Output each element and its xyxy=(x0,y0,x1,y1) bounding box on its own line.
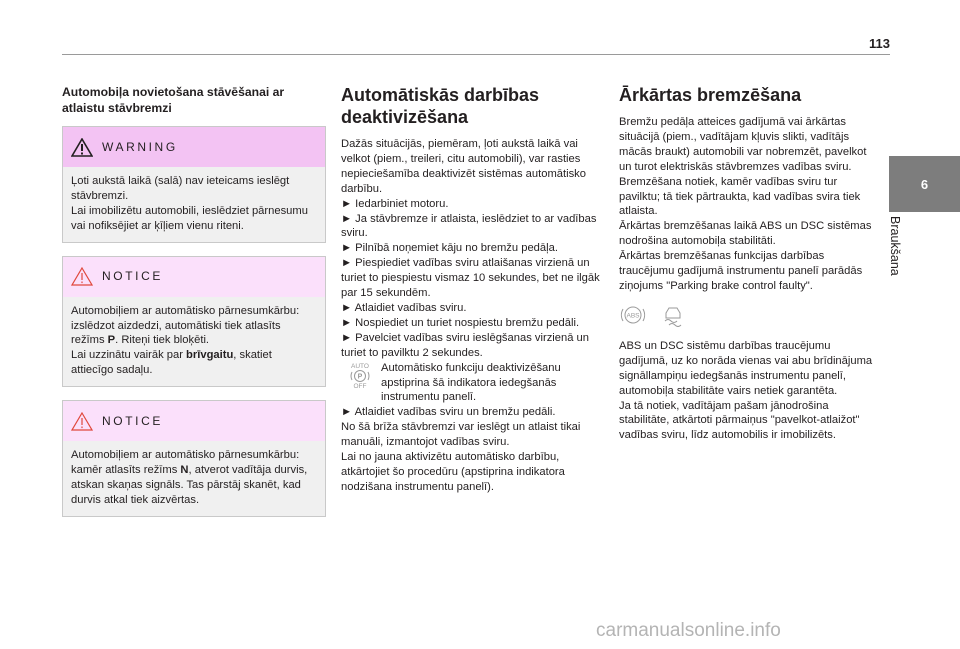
heading-emergency-braking: Ārkārtas bremzēšana xyxy=(619,85,802,105)
subheading-parking: Automobiļa novietošana stāvēšanai ar atlaistu stāvbremzi xyxy=(62,85,285,115)
notice-title-1: NOTICE xyxy=(102,269,163,284)
notice-triangle-icon xyxy=(71,412,93,431)
abs-warning-icon xyxy=(619,303,647,327)
column-left xyxy=(62,84,326,530)
steps-list-2: ► Atlaidiet vadības sviru un bremžu pedāli. No šā brīža stāvbremzi var ieslēgt un atlaist tikai manuāli, izmantojot vadības sviru. Lai no jauna aktivizētu automātisko darbību, atkārtojiet šo procedūru (apstiprina indikatora nodzišana instrumentu panelī). xyxy=(341,406,581,493)
notice-text-2 xyxy=(63,441,325,516)
warning-header xyxy=(63,127,325,167)
emergency-paragraph-2: ABS un DSC sistēmu darbības traucējumu gadījumā, uz ko norāda vienas vai abu brīdinājuma signāllampiņu iedegšanās instrumentu panelī, automobiļa stabilitāte vairs netiek garantēta. Ja tā notiek, vadītājam pašam jānodrošina stabilitāte, atkārtoti pārmaiņus "pavelkot-atlaižot" vadības sviru, līdz automobilis ir imobilizēts. xyxy=(619,339,873,442)
chapter-label xyxy=(886,212,900,312)
auto-off-text: Automātisko funkciju deaktivizēšanu apstiprina šā indikatora iedegšanās instrumentu panelī. xyxy=(381,361,561,404)
warning-box xyxy=(62,126,326,243)
column-right xyxy=(619,84,881,443)
notice-title-2: NOTICE xyxy=(102,413,163,428)
notice2-t1: Automobiļiem ar automātisko pārnesumkārbu: kamēr atlasīts režīms xyxy=(71,449,300,477)
notice-text-1 xyxy=(63,297,325,387)
emergency-paragraph-1: Bremžu pedāļa atteices gadījumā vai ārkārtas situācijā (piem., vadītājam kļuvis slikti, vadītājs mācās braukt) automobili var nobremzēt, pavelkot un turot elektriskās stāvbremzes vadības sviru. Bremzēšana notiek, kamēr vadības sviru tur pavilktu; tā tiek pārtraukta, kad vadības svira tiek atlaista. Ārkārtas bremzēšanas laikā ABS un DSC sistēmas nodrošina automobiļa stabilitāti. Ārkārtas bremzēšanas funkcijas darbības traucējumu gadījumā instrumentu panelī parādās ziņojums "Parking brake control faulty". xyxy=(619,116,872,292)
heading-deactivation: Automātiskās darbības deaktivizēšana xyxy=(341,85,540,127)
column-middle xyxy=(341,84,609,495)
header-rule xyxy=(62,54,890,55)
auto-off-note xyxy=(341,361,609,406)
notice1-t2: . Riteņi tiek bloķēti. Lai uzzinātu vairāk par xyxy=(71,334,210,362)
warning-lamps-row xyxy=(619,303,881,327)
warning-triangle-icon xyxy=(71,138,93,157)
notice-header-1 xyxy=(63,257,325,297)
auto-p-off-icon xyxy=(341,361,379,389)
chapter-tab[interactable]: 6 xyxy=(889,156,960,212)
svg-text:OFF: OFF xyxy=(353,382,367,389)
intro-paragraph: Dažās situācijās, piemēram, ļoti aukstā laikā vai velkot (piem., treileri, citu automobili), var rasties nepieciešamība deaktivizēt sistēmas automātisko darbību. xyxy=(341,138,586,195)
notice1-b1: P xyxy=(107,334,116,347)
notice2-t2: , atverot vadītāja durvis, atskan skaņas signāls. Tas pārstāj skanēt, kad durvis atkal tiek aizvērtas. xyxy=(71,464,308,506)
notice2-b1: N xyxy=(180,464,189,477)
svg-text:P: P xyxy=(357,373,363,381)
svg-text:ABS: ABS xyxy=(626,312,640,320)
warning-body: Ļoti aukstā laikā (salā) nav ieteicams ieslēgt stāvbremzi. Lai imobilizētu automobili, ieslēdziet pārnesumu vai nofiksējiet ar ķīļiem vienu riteni. xyxy=(71,175,308,232)
warning-title: WARNING xyxy=(102,139,178,154)
chapter-label-text: Braukšana xyxy=(888,216,902,276)
page-number: 113 xyxy=(869,36,890,51)
warning-text xyxy=(63,167,325,242)
notice1-t3: , skatiet attiecīgo sadaļu. xyxy=(71,349,272,377)
notice1-t1: Automobiļiem ar automātisko pārnesumkārbu: izslēdzot aizdedzi, automātiski tiek atlasīts režīms xyxy=(71,304,300,347)
notice-box-1 xyxy=(62,256,326,388)
notice-triangle-icon xyxy=(71,267,93,286)
notice-header-2 xyxy=(63,401,325,441)
svg-text:AUTO: AUTO xyxy=(351,362,369,370)
notice-box-2 xyxy=(62,400,326,517)
steps-list-1: ► Iedarbiniet motoru. ► Ja stāvbremze ir atlaista, ieslēdziet to ar vadības sviru. ► Pilnībā noņemiet kāju no bremžu pedāļa. ► Piespiediet vadības sviru atlaišanas virzienā un turiet to piespiestu vismaz 10 sekundes, bet ne ilgāk par 15 sekundēm. ► Atlaidiet vadības sviru. ► Nospiediet un turiet nospiestu bremžu pedāli. ► Pavelciet vadības sviru ieslēgšanas virzienā un turiet to pavilktu 2 sekundes. xyxy=(341,197,600,359)
dsc-warning-icon xyxy=(659,303,687,327)
watermark: carmanualsonline.info xyxy=(596,620,781,641)
notice1-b2: brīvgaitu xyxy=(186,349,234,362)
